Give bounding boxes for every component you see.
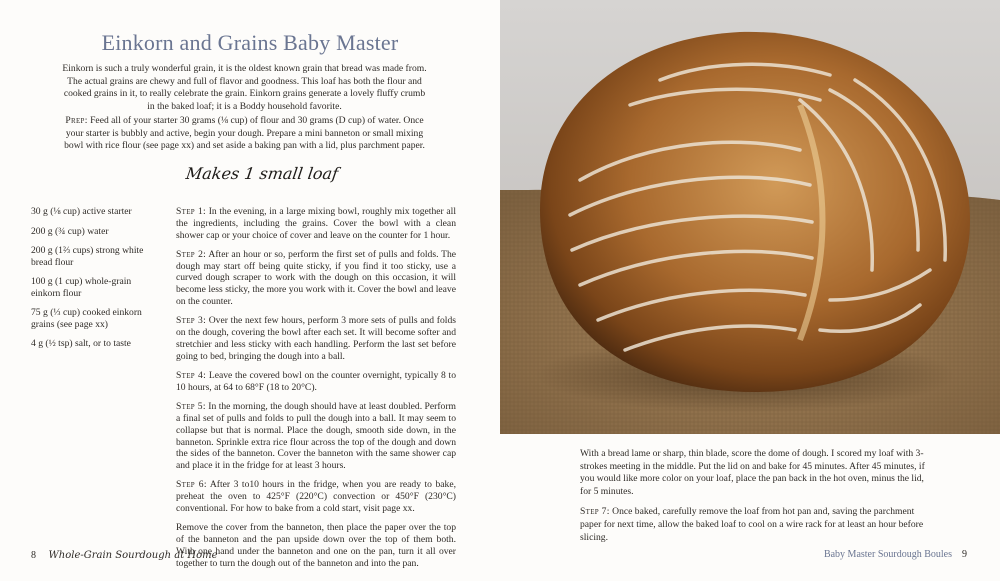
section-title: Baby Master Sourdough Boules (823, 549, 952, 560)
ingredient-item: 200 g (1⅔ cups) strong white bread flour (31, 245, 144, 268)
book-title: Whole-Grain Sourdough at Home (48, 550, 218, 561)
bread-photo (500, 0, 1000, 434)
step-text: Over the next few hours, perform 3 more sets of pulls and folds on the dough, covering the bowl after each set. It will become softer and stretchier and less sticky with each handling. Perform the last set before going to bed, bringing the dough into a ball. (176, 315, 456, 362)
recipe-title: Einkorn and Grains Baby Master (101, 30, 399, 55)
method-steps (176, 206, 456, 577)
prep-text: Feed all of your starter 30 grams (⅛ cup) of flour and 30 grams (D cup) of water. Once your starter is bubbly and active, begin your dough. Prepare a mini banneton or small mixing bowl with rice flour (see page xx) and set aside a baking pan with a lid, plus parchment paper. (64, 115, 425, 152)
bread-loaf (540, 32, 970, 392)
step-label: Step 6: (176, 479, 207, 491)
continued-paragraph: With a bread lame or sharp, thin blade, score the dome of dough. I scored my loaf with 3-strokes meeting in the middle. Put the lid on and bake for 45 minutes. After 45 minutes, if you would like more color on your loaf, place the pan back in the hot oven, minus the lid, for 5 minutes. (580, 448, 925, 497)
step-label: Step 7: (580, 506, 610, 518)
prep-label: Prep: (65, 115, 88, 126)
ingredient-list (31, 206, 161, 358)
step-label: Step 2: (176, 248, 207, 260)
continued-method (580, 448, 936, 552)
step-paragraph (176, 206, 456, 241)
step-text: In the evening, in a large mixing bowl, roughly mix together all the ingredients, including the grains. Cover the bowl with a clean shower cap or your choice of cover and leave on the counter for 1 hour. (176, 206, 456, 241)
yield-heading: Makes 1 small loaf (184, 164, 340, 183)
step-text: After an hour or so, perform the first set of pulls and folds. The dough may start off being quite sticky, if you find it too sticky, use a curved dough scraper to work with the dough on this occasion, it will become less sticky, the more you work with it. Cover the bowl and leave on the counter. (176, 248, 456, 308)
step-text: Remove the cover from the banneton, then place the paper over the top of the banneton and the pan upside down over the top of them both. With one hand under the banneton and one on the pan, turn it all over together to turn the dough out of the banneton and into the pan. (176, 522, 456, 569)
page-number: 8 (31, 550, 36, 561)
step-text: After 3 to10 hours in the fridge, when you are ready to bake, preheat the oven to 425°F (220°C) convection or 450°F (230°C) conventional. For how to bake from a cold start, visit page xx. (176, 479, 456, 515)
step-paragraph (176, 315, 456, 362)
intro-paragraph: Einkorn is such a truly wonderful grain, it is the oldest known grain that bread was made from. The actual grains are chewy and full of flavor and goodness. This loaf has both the flour and cooked grains in it, to really celebrate the grain. Einkorn grains generate a lovely fluffy crumb in the baked loaf; it is a Boddy household favorite. (62, 63, 427, 112)
step-label: Step 4: (176, 370, 207, 382)
step-paragraph (176, 401, 456, 472)
step-text: Leave the covered bowl on the counter overnight, typically 8 to 10 hours, at 64 to 68°F (18 to 20°C). (176, 370, 457, 393)
step-paragraph (176, 370, 456, 394)
right-footer (824, 549, 967, 560)
step-paragraph (580, 506, 936, 544)
step-label: Step 3: (176, 315, 207, 327)
step-label: Step 5: (176, 401, 206, 413)
ingredient-item: 100 g (1 cup) whole-grain einkorn flour (31, 276, 132, 299)
left-footer (31, 550, 218, 561)
step-label: Step 1: (176, 206, 207, 217)
page-number: 9 (962, 549, 967, 560)
right-page (500, 0, 1000, 581)
step-text: In the morning, the dough should have at least doubled. Perform a final set of pulls and folds to pull the dough into a ball. It may seem to collapse but that is normal. Place the dough, smooth side down, in the banneton. Sprinkle extra rice flour across the top of the dough and down the sides of the banneton. Cover the banneton with the same shower cap and place it in the fridge for at least 3 hours. (176, 401, 456, 472)
step-text: Once baked, carefully remove the loaf from hot pan and, saving the parchment paper for next time, allow the baked loaf to cool on a wire rack for at least an hour before slicing. (580, 506, 924, 543)
ingredient-item: 75 g (⅓ cup) cooked einkorn grains (see page xx) (31, 307, 142, 330)
ingredient-item: 4 g (½ tsp) salt, or to taste (31, 338, 131, 349)
prep-paragraph (62, 115, 427, 153)
step-paragraph (176, 479, 456, 514)
step-paragraph (176, 522, 456, 569)
ingredient-item: 200 g (¾ cup) water (31, 225, 109, 237)
step-paragraph (176, 249, 456, 308)
ingredient-item: 30 g (⅛ cup) active starter (31, 206, 132, 217)
